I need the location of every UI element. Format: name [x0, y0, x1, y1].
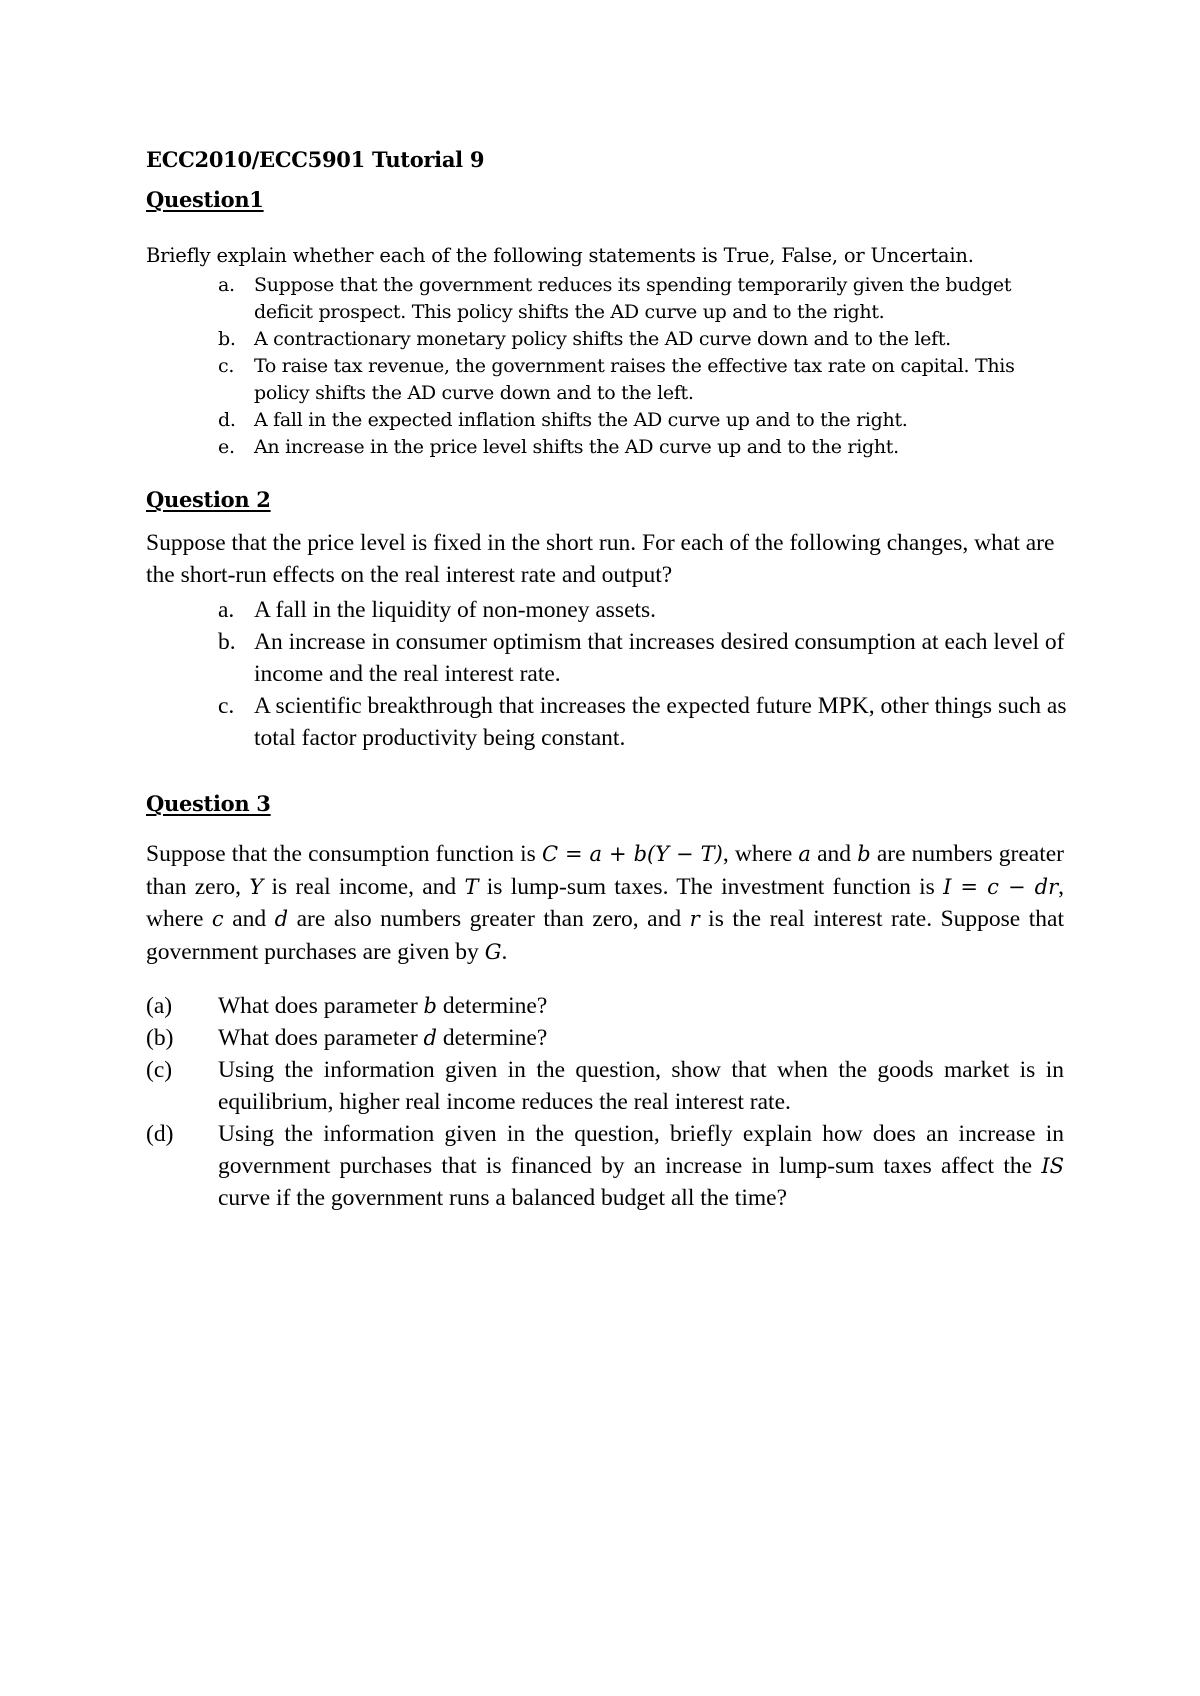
item-label: c. — [218, 693, 235, 719]
item-label: d. — [218, 409, 236, 431]
question-1-item-d — [218, 407, 1048, 434]
investment-equation: I = c − dr — [943, 874, 1059, 899]
consumption-equation: C = a + b(Y − T) — [541, 842, 723, 866]
intro-text: . — [501, 938, 508, 965]
item-text: determine? — [436, 993, 548, 1019]
question-2-list — [218, 594, 1068, 754]
math-var: b — [423, 994, 437, 1018]
item-text: To raise tax revenue, the government raises the effective tax rate on capital. This policy shifts the AD curve down and to the left. — [254, 355, 1015, 404]
math-var-is: IS — [1041, 1154, 1064, 1178]
intro-text: and — [223, 906, 275, 932]
intro-text: and — [810, 841, 858, 867]
item-label: (b) — [146, 1025, 174, 1051]
question-1-heading: Question1 — [146, 187, 264, 212]
question-3-item-c — [146, 1054, 1064, 1118]
intro-text: is the real interest rate. Suppose that government purchases are given by — [146, 906, 1064, 965]
item-label: b. — [218, 629, 236, 655]
question-1-list — [218, 272, 1048, 461]
question-3-heading: Question 3 — [146, 791, 271, 816]
item-label: a. — [218, 597, 235, 623]
math-var-b: b — [857, 842, 871, 866]
item-label: c. — [218, 355, 235, 377]
item-text: What does parameter — [218, 993, 424, 1019]
item-text: A scientific breakthrough that increases the expected future MPK, other things such as total factor productivity being constant. — [254, 693, 1067, 751]
question-3-item-a — [146, 990, 1064, 1022]
item-text: A fall in the liquidity of non-money assets. — [254, 597, 657, 623]
math-var-t: T — [464, 874, 479, 899]
math-var-d: d — [274, 907, 289, 931]
math-var-a: a — [798, 842, 811, 866]
math-var-g: G — [484, 939, 502, 964]
item-text: Using the information given in the question, briefly explain how does an increase in government purchases that is financed by an increase in lump-sum taxes affect the — [218, 1121, 1064, 1179]
question-2-heading: Question 2 — [146, 487, 271, 512]
item-text: curve if the government runs a balanced budget all the time? — [218, 1185, 788, 1211]
item-label: e. — [218, 436, 235, 458]
intro-text: , where — [722, 841, 799, 867]
item-label: (d) — [146, 1121, 174, 1147]
math-var-r: r — [689, 907, 700, 931]
question-2-item-a — [218, 594, 1068, 626]
document-title: ECC2010/ECC5901 Tutorial 9 — [146, 147, 485, 172]
item-text: Suppose that the government reduces its spending temporarily given the budget deficit prospect. This policy shifts the AD curve up and to the right. — [254, 274, 1012, 323]
question-1-item-c — [218, 353, 1048, 407]
item-label: a. — [218, 274, 235, 296]
question-1-intro: Briefly explain whether each of the following statements is True, False, or Uncertain. — [146, 244, 974, 267]
math-var: d — [423, 1026, 437, 1050]
question-2-item-c — [218, 690, 1068, 754]
question-3-item-b — [146, 1022, 1064, 1054]
intro-text: Suppose that the consumption function is — [146, 841, 542, 867]
intro-text: are also numbers greater than zero, and — [288, 906, 690, 932]
item-label: b. — [218, 328, 236, 350]
item-text: An increase in the price level shifts the AD curve up and to the right. — [254, 436, 899, 458]
question-1-item-e — [218, 434, 1048, 461]
question-2-intro: Suppose that the price level is fixed in the short run. For each of the following changes, what are the short-run effects on the real interest rate and output? — [146, 530, 1055, 588]
item-text: determine? — [436, 1025, 548, 1051]
question-3-list — [146, 990, 1064, 1214]
intro-text: is lump-sum taxes. The investment function is — [478, 873, 944, 900]
question-2-item-b — [218, 626, 1068, 690]
intro-text: is real income, and — [263, 873, 465, 900]
item-label: (a) — [146, 993, 173, 1019]
question-3-item-d — [146, 1118, 1064, 1214]
question-1-item-b — [218, 326, 1048, 353]
intro-text: , where — [146, 873, 1064, 932]
math-var-y: Y — [249, 874, 264, 899]
item-text: What does parameter — [218, 1025, 424, 1051]
question-3-intro — [146, 838, 1064, 968]
item-text: A fall in the expected inflation shifts the AD curve up and to the right. — [254, 409, 908, 431]
item-text: A contractionary monetary policy shifts the AD curve down and to the left. — [254, 328, 951, 350]
intro-text: are numbers greater than zero, — [146, 841, 1064, 900]
item-text: An increase in consumer optimism that increases desired consumption at each level of income and the real interest rate. — [254, 629, 1065, 687]
question-1-item-a — [218, 272, 1048, 326]
item-text: Using the information given in the question, show that when the goods market is in equilibrium, higher real income reduces the real interest rate. — [218, 1057, 1064, 1115]
item-label: (c) — [146, 1057, 173, 1083]
math-var-c: c — [211, 907, 224, 931]
